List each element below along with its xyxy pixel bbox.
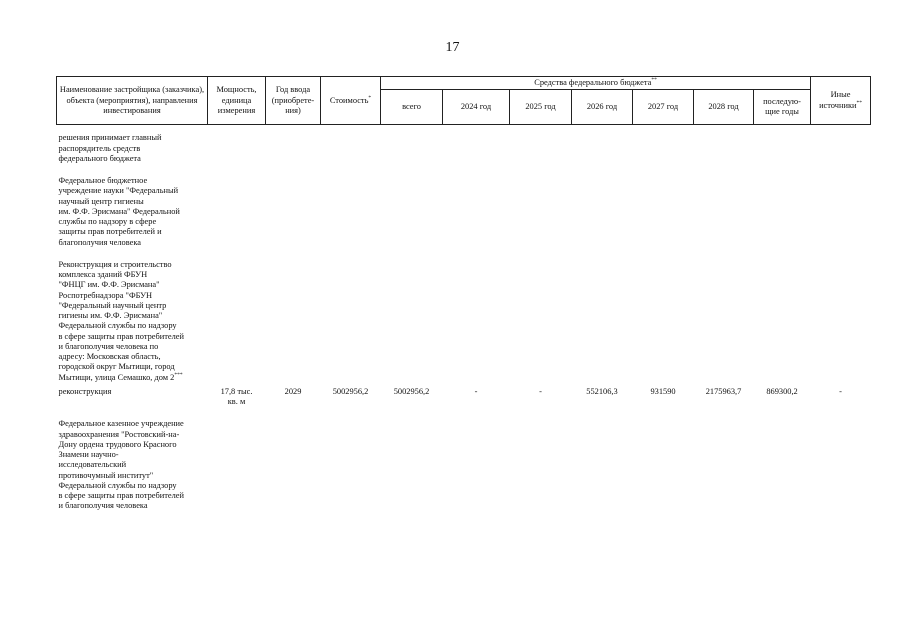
header-later-years: последую-щие годы [754, 90, 811, 125]
table-row [57, 387, 871, 408]
header-cost-mark: * [368, 94, 372, 101]
header-2026: 2026 год [572, 90, 633, 125]
header-2024: 2024 год [443, 90, 510, 125]
row-other-sources: - [839, 386, 842, 396]
header-federal-budget: Средства федерального бюджета** [381, 77, 811, 90]
header-2025: 2025 год [510, 90, 572, 125]
header-total: всего [381, 90, 443, 125]
header-other-sources: Иные источники** [811, 77, 871, 125]
block-rostov-organization: Федеральное казенное учреждение здравоохранения "Ростовский-на- Дону ордена трудового Красного Знамени научно- исследовательский противочумный институт" Федеральной службы по надзору в сфере защиты прав потребителей и благополучия человека [58, 419, 185, 511]
row-2025: - [539, 386, 542, 396]
header-2027: 2027 год [633, 90, 694, 125]
block-decision: решения принимает главный распорядитель средств федерального бюджета [58, 133, 162, 163]
header-other-mark: ** [856, 99, 863, 106]
header-federal-budget-mark: ** [651, 77, 657, 84]
header-capacity: Мощность, единица измерения [208, 77, 266, 125]
block-erisman-object: Реконструкция и строительство комплекса зданий ФБУН "ФНЦГ им. Ф.Ф. Эрисмана" Роспотребнадзора "ФБУН "Федеральный научный центр гигиены им. Ф.Ф. Эрисмана" Федеральной службы по надзору в сфере защиты прав потребителей и благополучия человека по адресу: Московская область, городской округ Мытищи, город Мытищи, улица Семашко, дом 2*** [58, 259, 185, 382]
object-footnote-mark: *** [174, 371, 183, 378]
row-2026: 552106,3 [586, 386, 618, 396]
row-name: реконструкция [58, 386, 112, 396]
block-erisman-organization: Федеральное бюджетное учреждение науки "Федеральный научный центр гигиены им. Ф.Ф. Эрисмана" Федеральной службы по надзору в сфере защиты прав потребителей и благополучия человека [58, 176, 180, 247]
header-2028: 2028 год [694, 90, 754, 125]
row-2028: 2175963,7 [705, 386, 742, 396]
header-cost: Стоимость* [321, 77, 381, 125]
row-later-years: 869300,2 [766, 386, 798, 396]
page-number: 17 [445, 40, 460, 55]
row-2027: 931590 [650, 386, 676, 396]
header-name: Наименование застройщика (заказчика), объекта (мероприятия), направления инвестирования [57, 77, 208, 125]
header-year: Год ввода (приобрете-ния) [266, 77, 321, 125]
federal-budget-table [56, 76, 871, 512]
row-2024: - [474, 386, 478, 396]
row-year: 2029 [284, 386, 302, 396]
row-cost: 5002956,2 [332, 386, 369, 396]
row-capacity: 17,8 тыс. кв. м [220, 386, 253, 406]
row-total: 5002956,2 [393, 386, 430, 396]
